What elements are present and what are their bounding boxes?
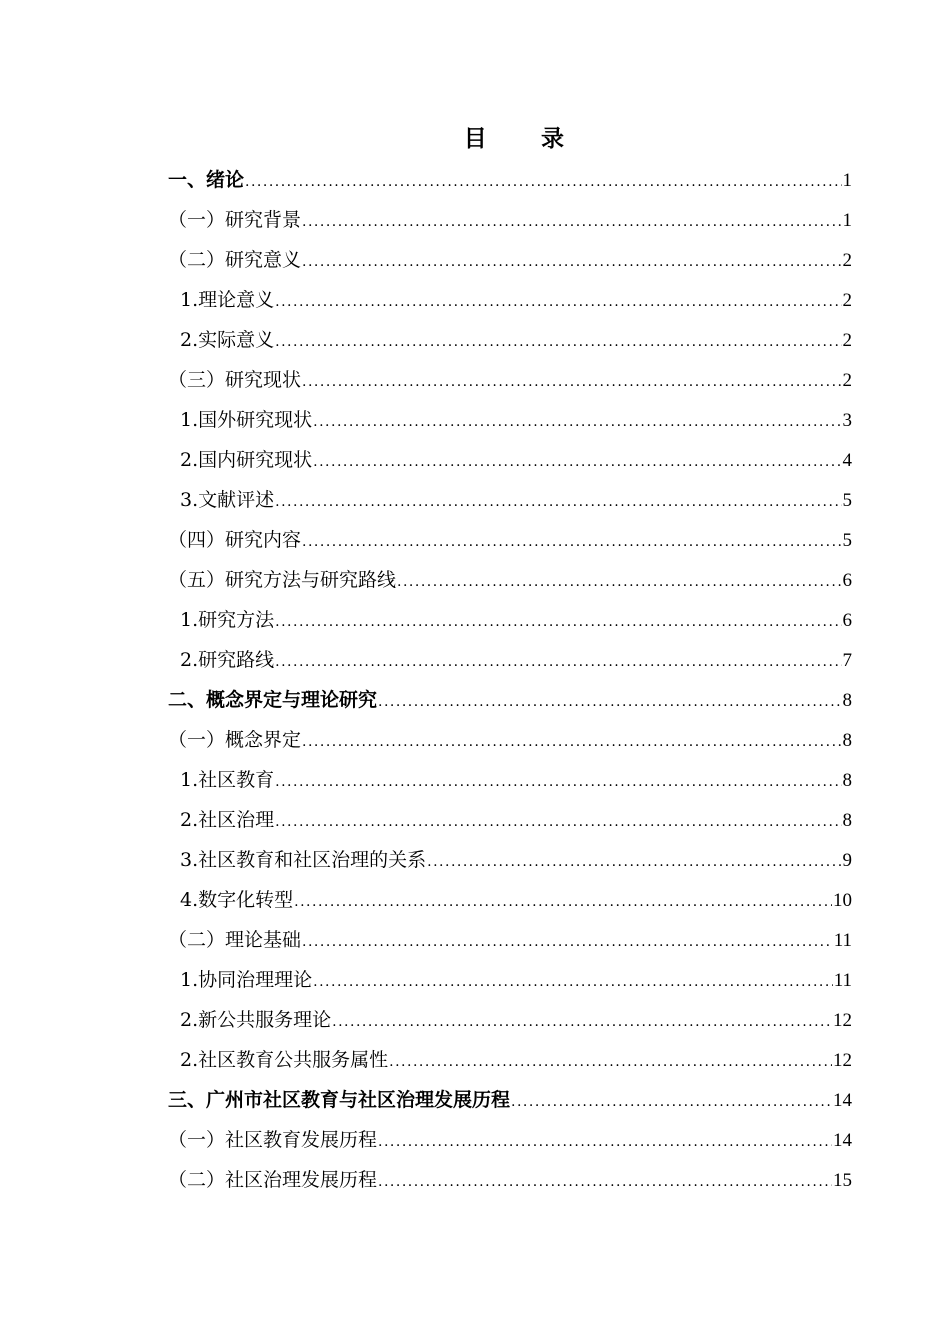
toc-entry-page-number: 1 (842, 170, 852, 191)
toc-entry[interactable] (168, 840, 852, 880)
toc-leader-dots (313, 442, 841, 482)
toc-entry-label: 4.数字化转型 (180, 889, 294, 911)
toc-entry-page-number: 7 (842, 650, 852, 671)
toc-entry-label: （四）研究内容 (168, 529, 302, 551)
toc-entry-page-number: 8 (842, 690, 852, 711)
toc-title-char-2: 录 (541, 126, 567, 152)
toc-entry-label: 1.协同治理理论 (180, 969, 313, 991)
toc-leader-dots (275, 282, 841, 322)
toc-entry[interactable] (168, 600, 852, 640)
toc-entry-page-number: 10 (833, 890, 852, 911)
toc-entry-label: （二）社区治理发展历程 (168, 1169, 378, 1191)
toc-entry-label: （一）概念界定 (168, 729, 302, 751)
toc-entry[interactable] (168, 400, 852, 440)
toc-leader-dots (302, 522, 841, 562)
toc-leader-dots (313, 962, 833, 1002)
toc-entry[interactable] (168, 1120, 852, 1160)
toc-leader-dots (275, 322, 841, 362)
toc-leader-dots (302, 362, 841, 402)
toc-entry-page-number: 2 (842, 250, 852, 271)
toc-leader-dots (302, 922, 833, 962)
toc-entry-page-number: 2 (842, 370, 852, 391)
toc-leader-dots (332, 1002, 832, 1042)
toc-entry-label: （一）研究背景 (168, 209, 302, 231)
toc-entry[interactable] (168, 480, 852, 520)
toc-leader-dots (275, 762, 841, 802)
toc-leader-dots (511, 1082, 832, 1122)
toc-entry[interactable] (168, 1160, 852, 1200)
toc-entry-label: 三、广州市社区教育与社区治理发展历程 (168, 1089, 511, 1111)
toc-entry[interactable] (168, 520, 852, 560)
toc-entry[interactable] (168, 200, 852, 240)
toc-leader-dots (313, 402, 841, 442)
toc-entry-page-number: 12 (833, 1050, 852, 1071)
toc-leader-dots (275, 602, 841, 642)
toc-title (0, 120, 950, 153)
toc-entry-label: 二、概念界定与理论研究 (168, 689, 378, 711)
toc-entry[interactable] (168, 960, 852, 1000)
toc-entry-page-number: 8 (842, 730, 852, 751)
toc-entry-page-number: 4 (842, 450, 852, 471)
toc-leader-dots (294, 882, 832, 922)
toc-entry-page-number: 11 (833, 930, 852, 951)
toc-entry-label: 2.国内研究现状 (180, 449, 313, 471)
toc-entry-label: 2.社区治理 (180, 809, 275, 831)
toc-list (168, 160, 852, 1200)
toc-entry-label: （二）研究意义 (168, 249, 302, 271)
toc-leader-dots (378, 1122, 832, 1162)
toc-entry[interactable] (168, 760, 852, 800)
toc-entry[interactable] (168, 1040, 852, 1080)
toc-title-char-1: 目 (463, 126, 489, 152)
toc-leader-dots (302, 242, 841, 282)
toc-entry[interactable] (168, 720, 852, 760)
toc-entry[interactable] (168, 320, 852, 360)
toc-entry-label: （二）理论基础 (168, 929, 302, 951)
toc-entry[interactable] (168, 920, 852, 960)
toc-entry-page-number: 15 (833, 1170, 852, 1191)
toc-entry-page-number: 12 (833, 1010, 852, 1031)
toc-entry[interactable] (168, 1000, 852, 1040)
toc-entry-page-number: 2 (842, 290, 852, 311)
toc-entry-page-number: 1 (842, 210, 852, 231)
toc-entry-label: 3.社区教育和社区治理的关系 (180, 849, 427, 871)
toc-entry-label: 2.研究路线 (180, 649, 275, 671)
toc-entry-label: （三）研究现状 (168, 369, 302, 391)
toc-entry-label: 2.实际意义 (180, 329, 275, 351)
toc-entry[interactable] (168, 240, 852, 280)
toc-entry-page-number: 14 (833, 1090, 852, 1111)
toc-entry-label: 1.研究方法 (180, 609, 275, 631)
toc-entry-label: 2.社区教育公共服务属性 (180, 1049, 389, 1071)
toc-entry-label: 1.理论意义 (180, 289, 275, 311)
toc-leader-dots (378, 682, 841, 722)
toc-leader-dots (245, 162, 841, 202)
toc-entry-page-number: 5 (842, 490, 852, 511)
toc-entry-label: 1.国外研究现状 (180, 409, 313, 431)
toc-entry[interactable] (168, 640, 852, 680)
toc-entry-page-number: 9 (842, 850, 852, 871)
toc-entry-label: 1.社区教育 (180, 769, 275, 791)
toc-leader-dots (275, 482, 841, 522)
toc-entry[interactable] (168, 880, 852, 920)
toc-entry-label: 一、绪论 (168, 169, 245, 191)
toc-entry[interactable] (168, 800, 852, 840)
toc-entry-page-number: 14 (833, 1130, 852, 1151)
toc-leader-dots (275, 802, 841, 842)
toc-entry[interactable] (168, 160, 852, 200)
toc-entry-label: 2.新公共服务理论 (180, 1009, 332, 1031)
toc-leader-dots (275, 642, 841, 682)
toc-entry[interactable] (168, 1080, 852, 1120)
toc-leader-dots (427, 842, 841, 882)
toc-entry-label: （五）研究方法与研究路线 (168, 569, 397, 591)
toc-entry-page-number: 5 (842, 530, 852, 551)
toc-leader-dots (397, 562, 841, 602)
toc-entry-page-number: 3 (842, 410, 852, 431)
toc-entry-label: 3.文献评述 (180, 489, 275, 511)
toc-leader-dots (378, 1162, 832, 1202)
toc-entry[interactable] (168, 360, 852, 400)
toc-leader-dots (302, 722, 841, 762)
toc-entry-page-number: 11 (833, 970, 852, 991)
toc-entry-label: （一）社区教育发展历程 (168, 1129, 378, 1151)
toc-leader-dots (302, 202, 841, 242)
toc-entry-page-number: 2 (842, 330, 852, 351)
toc-leader-dots (389, 1042, 832, 1082)
toc-entry[interactable] (168, 680, 852, 720)
toc-entry[interactable] (168, 440, 852, 480)
toc-entry-page-number: 6 (842, 610, 852, 631)
toc-entry-page-number: 8 (842, 810, 852, 831)
toc-entry-page-number: 8 (842, 770, 852, 791)
toc-entry[interactable] (168, 560, 852, 600)
toc-entry[interactable] (168, 280, 852, 320)
toc-entry-page-number: 6 (842, 570, 852, 591)
